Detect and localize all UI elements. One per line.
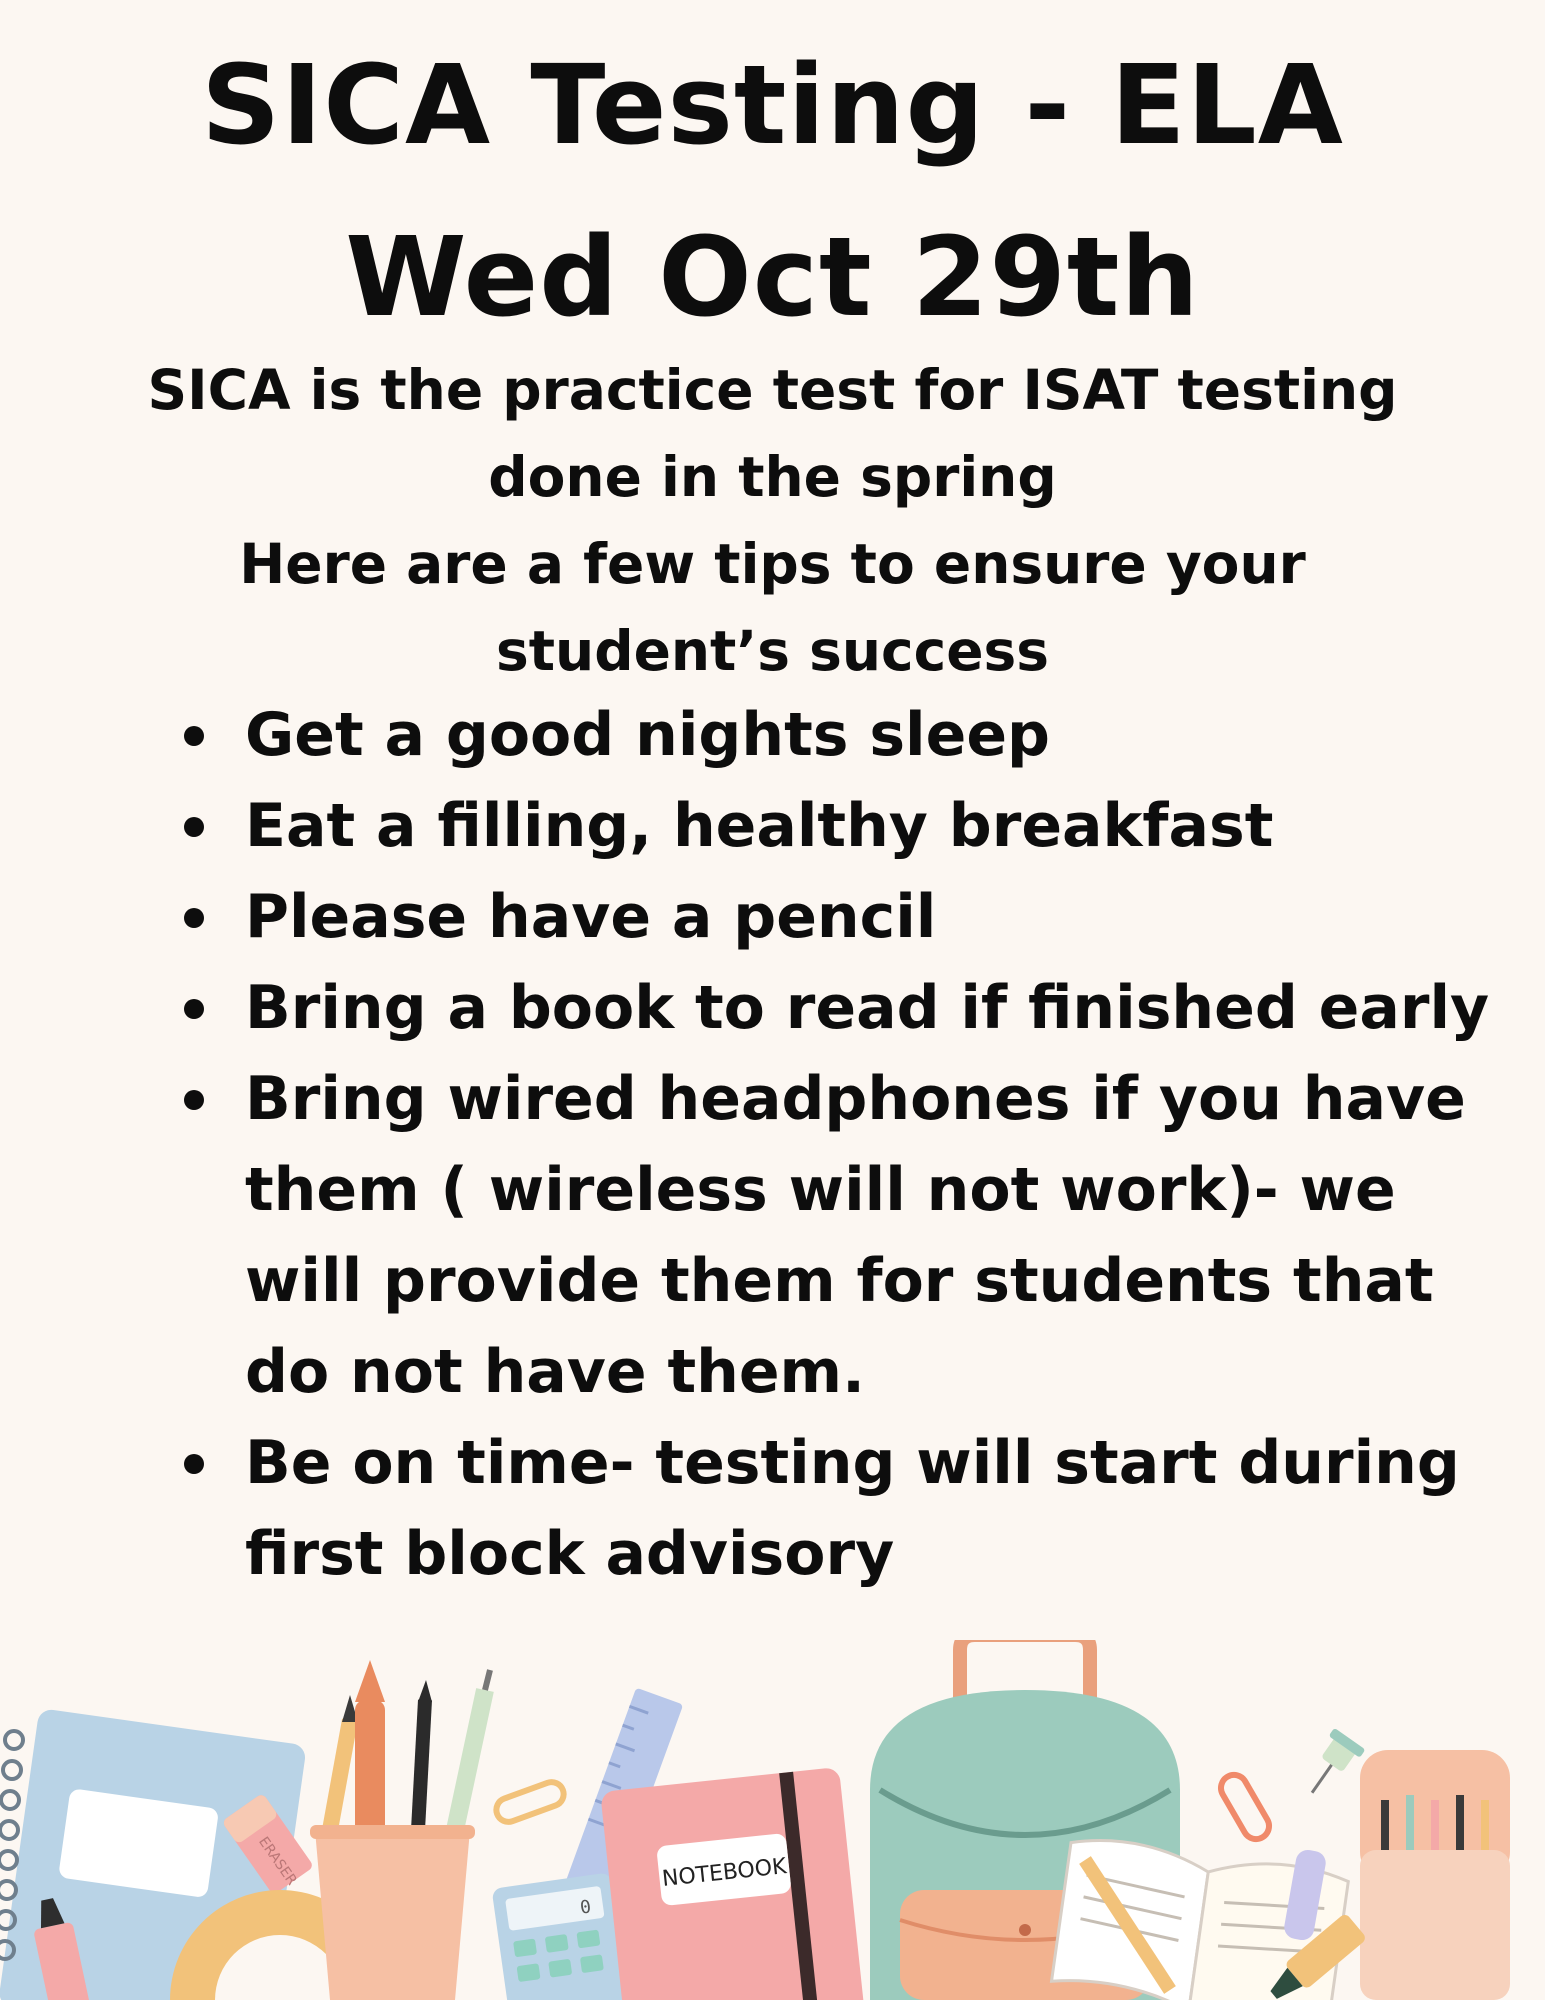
calculator-icon <box>492 1872 632 2000</box>
bullet-icon <box>184 908 204 928</box>
tip-text: will provide them for students that <box>245 1246 1434 1316</box>
pencil-case-icon <box>1360 1750 1510 2000</box>
bullet-icon <box>184 817 204 837</box>
paperclip-icon <box>493 1779 567 1825</box>
pushpin-icon <box>1296 1728 1365 1804</box>
calculator-display: 0 <box>578 1896 593 1919</box>
tip-item <box>182 872 1502 963</box>
tip-text: first block advisory <box>245 1519 895 1589</box>
tip-text: Be on time- testing will start during <box>245 1428 1460 1498</box>
notebook-label: NOTEBOOK <box>660 1854 788 1892</box>
intro-line-2: done in the spring <box>488 445 1057 509</box>
pink-notebook-icon <box>600 1767 866 2000</box>
title-line-1: SICA Testing - ELA <box>201 41 1344 169</box>
tip-item <box>182 690 1502 781</box>
tip-text: Eat a filling, healthy breakfast <box>245 791 1274 861</box>
tip-text: them ( wireless will not work)- we <box>245 1155 1396 1225</box>
pencil-cup-icon <box>310 1660 490 2000</box>
bullet-icon <box>184 726 204 746</box>
intro-line-4: student’s success <box>496 619 1049 683</box>
tip-text: do not have them. <box>245 1337 865 1407</box>
eraser-label: ERASER <box>255 1834 300 1889</box>
tip-text: Get a good nights sleep <box>245 700 1050 770</box>
bullet-icon <box>184 1090 204 1110</box>
tip-item <box>182 963 1502 1054</box>
bullet-icon <box>184 1454 204 1474</box>
bullet-icon <box>184 999 204 1019</box>
tips-list <box>182 690 1502 1600</box>
school-supplies-illustration <box>0 1640 1545 2000</box>
tip-item <box>182 1054 1502 1418</box>
intro-line-3: Here are a few tips to ensure your <box>239 532 1306 596</box>
tip-item <box>182 781 1502 872</box>
tip-text: Bring wired headphones if you have <box>245 1064 1466 1134</box>
paperclip-icon <box>1216 1770 1274 1844</box>
tip-text: Please have a pencil <box>245 882 937 952</box>
intro-line-1: SICA is the practice test for ISAT testing <box>147 358 1398 422</box>
tip-text: Bring a book to read if finished early <box>245 973 1490 1043</box>
title-line-2: Wed Oct 29th <box>345 213 1200 341</box>
tip-item <box>182 1418 1502 1600</box>
